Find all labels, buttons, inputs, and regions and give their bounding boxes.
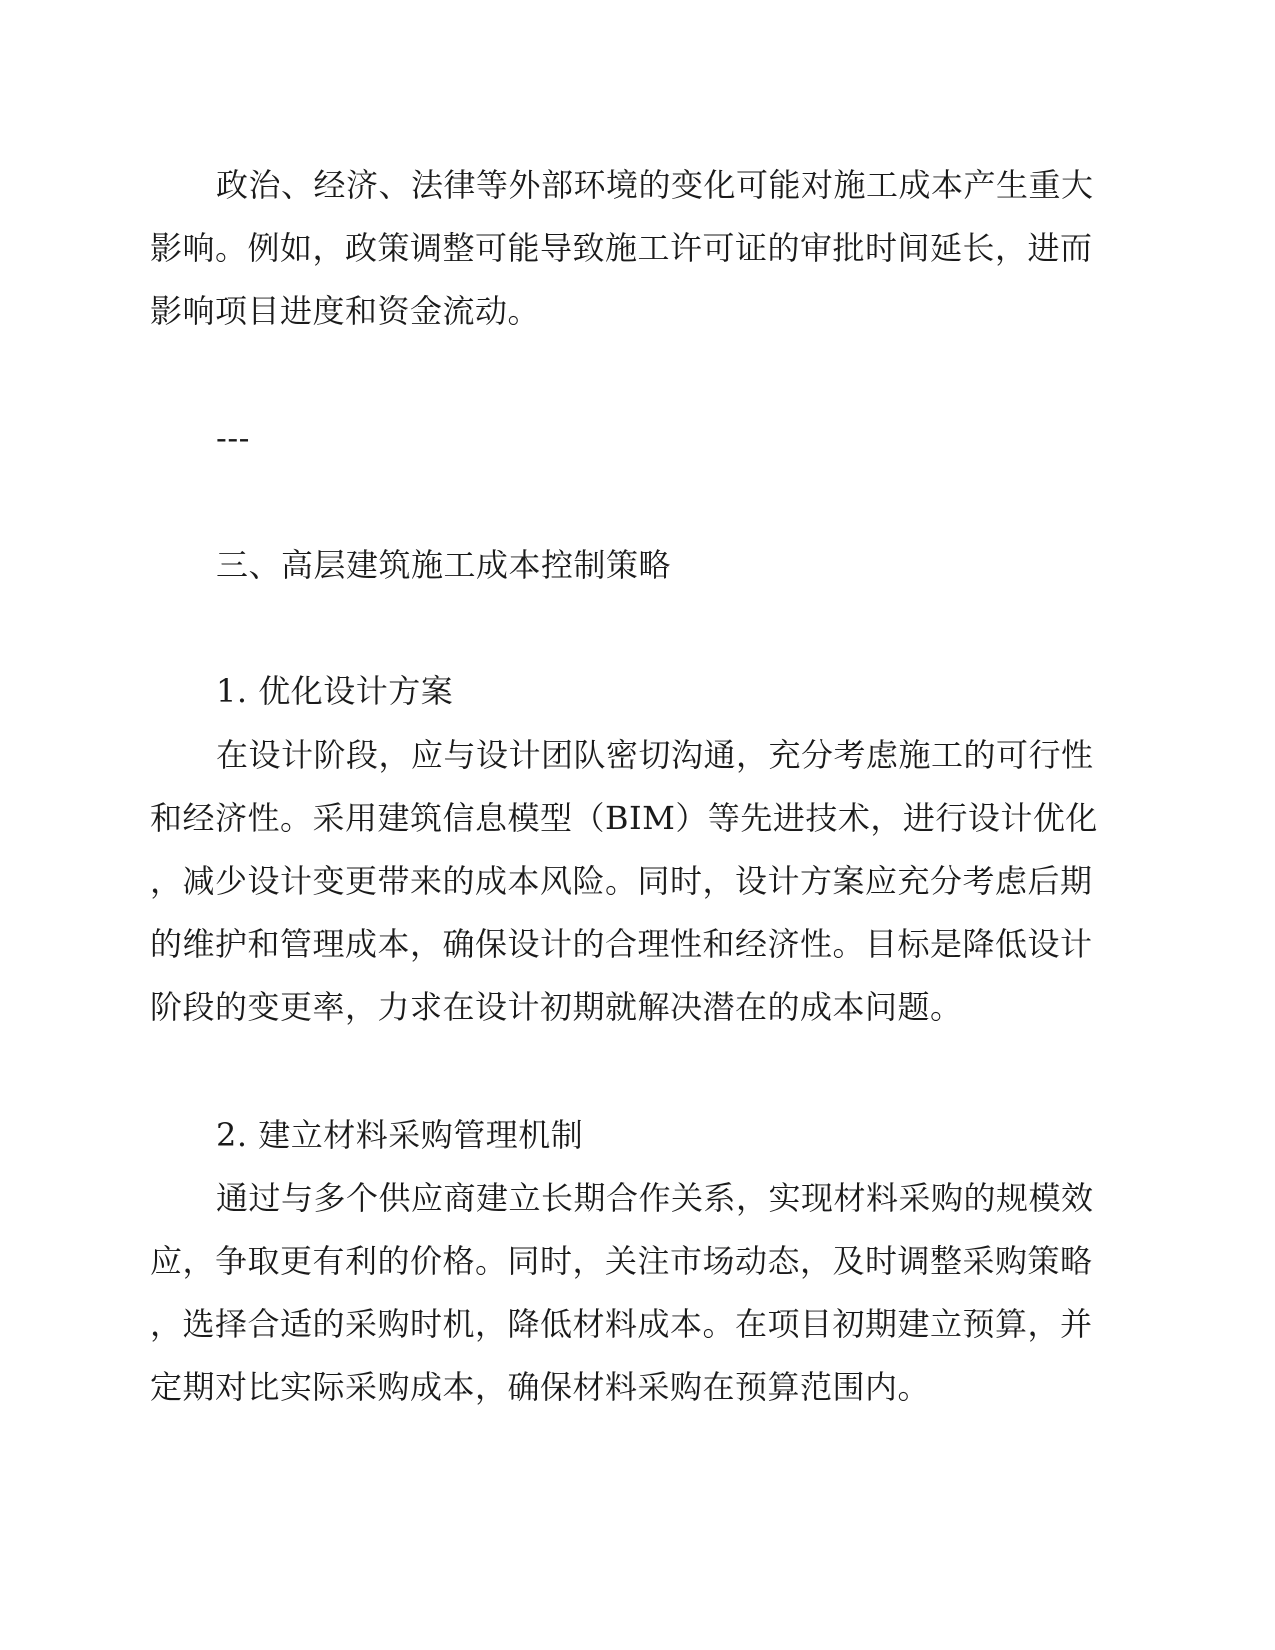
subsection-2-title: 2. 建立材料采购管理机制 bbox=[216, 1116, 584, 1154]
separator: --- bbox=[216, 419, 250, 457]
subsection-2-line: ，选择合适的采购时机，降低材料成本。在项目初期建立预算，并 bbox=[150, 1305, 1093, 1343]
subsection-1-line: 的维护和管理成本，确保设计的合理性和经济性。目标是降低设计 bbox=[150, 925, 1093, 963]
intro-paragraph-line: 影响。例如，政策调整可能导致施工许可证的审批时间延长，进而 bbox=[150, 229, 1093, 267]
intro-paragraph-line: 政治、经济、法律等外部环境的变化可能对施工成本产生重大 bbox=[216, 166, 1094, 204]
subsection-1-line: 在设计阶段，应与设计团队密切沟通，充分考虑施工的可行性 bbox=[216, 736, 1094, 774]
intro-paragraph-line: 影响项目进度和资金流动。 bbox=[150, 292, 541, 330]
subsection-1-line: ，减少设计变更带来的成本风险。同时，设计方案应充分考虑后期 bbox=[150, 862, 1093, 900]
section-heading: 三、高层建筑施工成本控制策略 bbox=[216, 546, 672, 584]
subsection-1-line: 阶段的变更率，力求在设计初期就解决潜在的成本问题。 bbox=[150, 988, 963, 1026]
subsection-2-line: 定期对比实际采购成本，确保材料采购在预算范围内。 bbox=[150, 1368, 931, 1406]
subsection-1-line: 和经济性。采用建筑信息模型（BIM）等先进技术，进行设计优化 bbox=[150, 799, 1098, 837]
subsection-2-line: 通过与多个供应商建立长期合作关系，实现材料采购的规模效 bbox=[216, 1179, 1094, 1217]
subsection-1-title: 1. 优化设计方案 bbox=[216, 672, 454, 710]
subsection-2-line: 应，争取更有利的价格。同时，关注市场动态，及时调整采购策略 bbox=[150, 1242, 1093, 1280]
